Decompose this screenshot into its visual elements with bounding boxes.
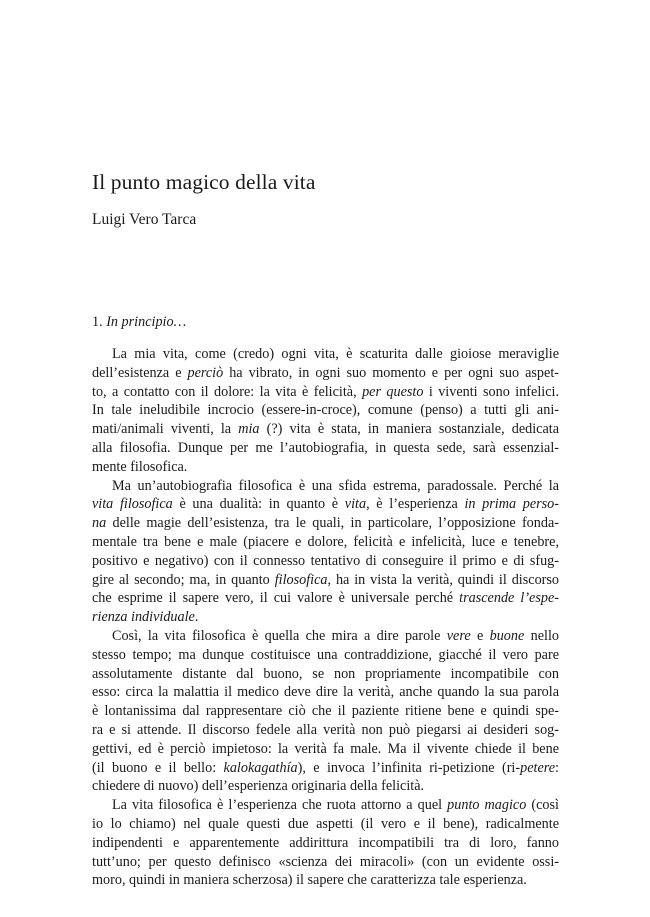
text-run: , è l’esperienza [366,496,465,513]
text-run: Ma un’autobiografia filosofica è una sfida estrema, paradossale. Perché la [112,477,559,494]
text-run: è una dualità: in quanto è [172,496,345,513]
italic-text: buone [489,627,525,644]
text-run: che esprime il sapere vero, il cui valore è universale perché [92,590,460,607]
italic-text: trascende l’espe- [459,590,559,607]
text-line [92,495,559,514]
text-line [92,627,559,646]
text-run: e [470,627,490,644]
italic-text: perciò [187,364,224,381]
text-run: : [555,759,559,776]
text-run: . [194,609,199,626]
text-line [92,420,559,439]
text-line [92,702,559,721]
text-run: i viventi sono infelici. [423,383,559,400]
text-line [92,815,559,834]
text-run: tutt’uno; per questo definisco «scienza dei miracoli» (con un evidente ossi- [92,853,559,870]
text-run: indipendenti e apparentemente addirittura incompatibili tra di loro, fanno [92,834,559,851]
text-line [92,571,559,590]
text-run: mentale tra bene e male (piacere e dolore, felicità e infelicità, luce e tenebre, [92,533,559,550]
text-run: alla filosofia. Dunque per me l’autobiografia, in questa sede, sarà essenzial- [92,439,559,456]
text-run: stesso tempo; ma dunque costituisce una contraddizione, giacché il vero pare [92,646,559,663]
text-line [92,683,559,702]
text-run: (così [526,797,559,814]
text-run: Così, la vita filosofica è quella che mira a dire parole [112,627,447,644]
text-line [92,665,559,684]
text-run: dell’esistenza e [92,364,188,381]
italic-text: vita filosofica [92,496,173,513]
text-line [92,533,559,552]
paragraph [92,627,559,796]
text-run: chiedere di nuovo) dell’esperienza originaria della felicità. [92,778,425,795]
chapter-title: Il punto magico della vita [92,170,316,194]
text-line [92,853,559,872]
text-line [92,401,559,420]
text-run: (il buono e il bello: [92,759,224,776]
text-run: gire al secondo; ma, in quanto [92,571,275,588]
text-run: ha vibrato, in ogni suo momento e per ogni suo aspet- [223,364,559,381]
paragraph [92,345,559,477]
text-line [92,383,559,402]
text-run: , ha in vista la verità, quindi il discorso [327,571,559,588]
italic-text: filosofica [274,571,328,588]
text-line [92,364,559,383]
text-run: (?) vita è stata, in maniera sostanziale, dedicata [259,421,559,438]
text-run: mati/animali viventi, la [92,421,239,438]
paragraph [92,477,559,627]
text-line [92,589,559,608]
text-run: esso: circa la malattia il medico deve dire la verità, anche quando la sua parola [92,684,559,701]
text-line [92,777,559,796]
text-line [92,439,559,458]
italic-text: punto magico [447,797,527,814]
author-name: Luigi Vero Tarca [92,211,197,228]
text-line [92,646,559,665]
text-line [92,871,559,890]
text-run: ra e si attende. Il discorso fedele alla verità non può piegarsi ai desideri sog- [92,721,559,738]
section-title: In principio… [106,314,187,330]
italic-text: na [92,515,107,532]
text-run: gettivi, ed è perciò impietoso: la verità fa male. Ma il vivente chiede il bene [92,740,559,757]
text-run: assolutamente distante dal buono, se non propriamente incompatibile con [92,665,559,682]
text-run: positivo e negativo) con il connesso tentativo di conseguire il primo e di sfug- [92,552,559,569]
text-line [92,345,559,364]
text-run: mente filosofica. [92,458,188,475]
text-run: è lontanissima dal rappresentare ciò che il paziente ritiene bene e quindi spe- [92,703,559,720]
text-line [92,759,559,778]
italic-text: in prima perso- [464,496,559,513]
section-heading [92,314,186,331]
text-line [92,552,559,571]
text-line [92,721,559,740]
italic-text: rienza individuale [92,609,195,626]
italic-text: vere [446,627,471,644]
text-run: In tale ineludibile incrocio (essere-in-croce), comune (penso) a tutti gli ani- [92,402,559,419]
text-run: to, a contatto con il dolore: la vita è felicità, [92,383,363,400]
text-run: moro, quindi in maniera scherzosa) il sapere che caratterizza tale esperienza. [92,872,527,889]
paragraph [92,796,559,890]
italic-text: kalokagathía [223,759,298,776]
text-run: nello [524,627,559,644]
text-run: ), e invoca l’infinita ri-petizione (ri- [297,759,521,776]
body-text [92,345,559,890]
italic-text: per questo [362,383,424,400]
section-number: 1. [92,314,103,330]
text-run: io lo chiamo) nel quale questi due aspetti (il vero e il bene), radicalmente [92,815,559,832]
text-line [92,834,559,853]
text-line [92,477,559,496]
text-run: La mia vita, come (credo) ogni vita, è scaturita dalle gioiose meraviglie [112,346,559,362]
text-line [92,458,559,477]
italic-text: petere [520,759,556,776]
text-run: La vita filosofica è l’esperienza che ruota attorno a quel [112,797,448,814]
text-run: delle magie dell’esistenza, tra le quali, in particolare, l’opposizione fonda- [106,515,559,532]
text-line [92,796,559,815]
italic-text: mia [238,421,260,438]
text-line [92,514,559,533]
text-line [92,740,559,759]
text-line [92,608,559,627]
italic-text: vita [344,496,367,513]
